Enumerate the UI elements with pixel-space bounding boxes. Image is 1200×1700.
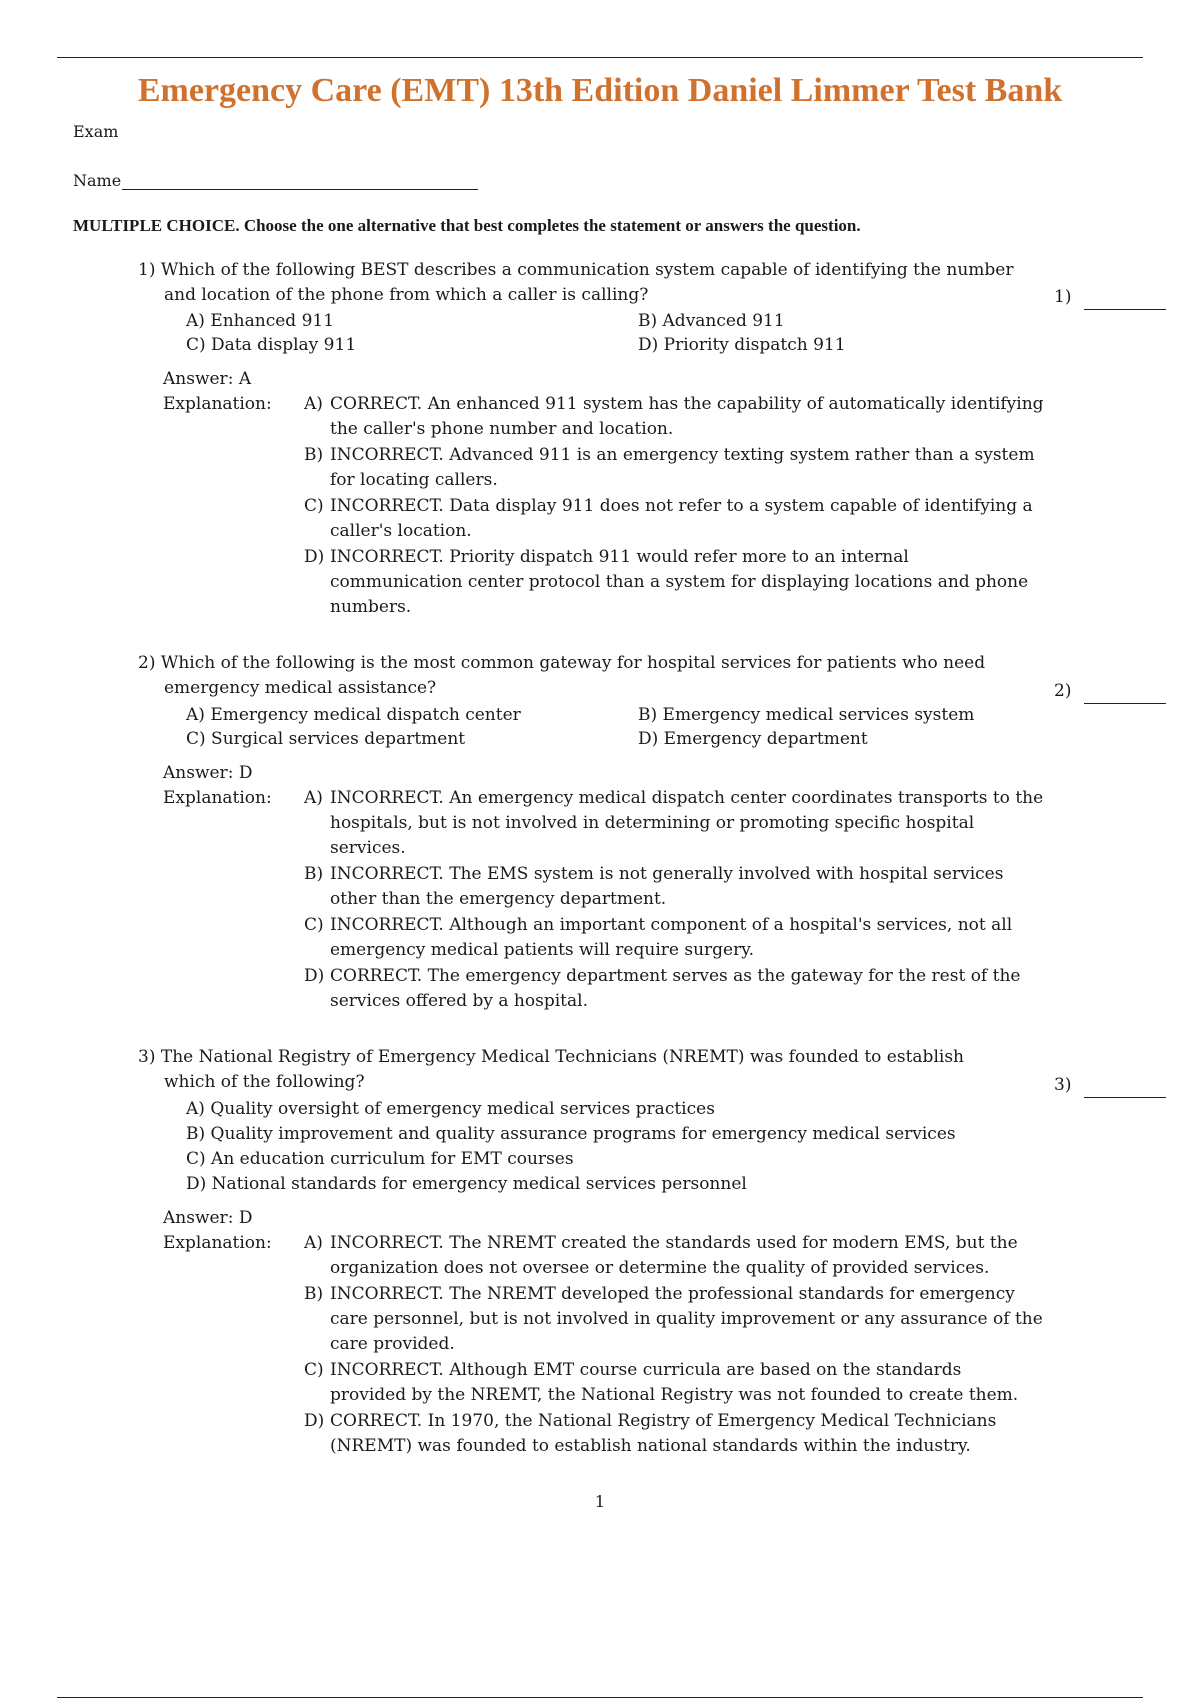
explanation-label: Explanation:	[163, 788, 272, 808]
instructions: MULTIPLE CHOICE. Choose the one alternative that best completes the statement or answers the question.	[73, 216, 861, 235]
choice-b: B) Advanced 911	[638, 311, 785, 331]
answer-number: 3)	[1054, 1075, 1072, 1095]
explanation-b: B) INCORRECT. The NREMT developed the professional standards for emergency care personnel, but is not involved in quality improvement or any assurance of the care provided.	[304, 1284, 1043, 1354]
name-field	[73, 171, 478, 190]
explanation-a: A) INCORRECT. The NREMT created the standards used for modern EMS, but the organization does not oversee or determine the quality of provided services.	[304, 1233, 1018, 1278]
explanation-c: C) INCORRECT. Although an important component of a hospital's services, not all emergency medical patients will require surgery.	[304, 915, 1013, 960]
answer-blank	[1084, 308, 1166, 310]
question-stem: 1) Which of the following BEST describes a communication system capable of identifying the number and location of the phone from which a caller is calling?	[138, 260, 1014, 305]
bottom-rule	[57, 1697, 1143, 1698]
answer-blank	[1084, 702, 1166, 704]
answer: Answer: D	[163, 1208, 253, 1228]
answer: Answer: D	[163, 763, 253, 783]
answer-number: 1)	[1054, 287, 1072, 307]
choice-b: B) Quality improvement and quality assurance programs for emergency medical services	[186, 1124, 956, 1144]
choice-c: C) An education curriculum for EMT courses	[186, 1149, 574, 1169]
explanation-d: D) CORRECT. In 1970, the National Registry of Emergency Medical Technicians (NREMT) was founded to establish national standards within the industry.	[304, 1411, 997, 1456]
explanation-label: Explanation:	[163, 1233, 272, 1253]
choice-a: A) Emergency medical dispatch center	[186, 705, 521, 725]
name-label: Name	[73, 171, 122, 190]
choice-c: C) Data display 911	[186, 335, 357, 355]
page-number: 1	[594, 1492, 606, 1511]
choice-c: C) Surgical services department	[186, 729, 466, 749]
top-rule	[57, 57, 1143, 58]
explanation-c: C) INCORRECT. Although EMT course curricula are based on the standards provided by the NREMT, the National Registry was not founded to create them.	[304, 1360, 1019, 1405]
explanation-b: B) INCORRECT. Advanced 911 is an emergency texting system rather than a system for locating callers.	[304, 445, 1035, 490]
answer-blank	[1084, 1096, 1166, 1098]
explanation-a: A) CORRECT. An enhanced 911 system has the capability of automatically identifying the caller's phone number and location.	[304, 394, 1044, 439]
explanation-label: Explanation:	[163, 394, 272, 414]
choice-a: A) Enhanced 911	[186, 311, 335, 331]
choice-d: D) National standards for emergency medical services personnel	[186, 1174, 747, 1194]
choice-d: D) Emergency department	[638, 729, 868, 749]
question-stem: 3) The National Registry of Emergency Medical Technicians (NREMT) was founded to establish which of the following?	[138, 1047, 964, 1092]
name-blank	[122, 171, 478, 190]
explanation-b: B) INCORRECT. The EMS system is not generally involved with hospital services other than the emergency department.	[304, 864, 1004, 909]
choice-d: D) Priority dispatch 911	[638, 335, 846, 355]
question-stem: 2) Which of the following is the most common gateway for hospital services for patients who need emergency medical assistance?	[138, 653, 986, 698]
document-title: Emergency Care (EMT) 13th Edition Daniel Limmer Test Bank	[137, 72, 1063, 109]
exam-label: Exam	[73, 122, 119, 141]
answer: Answer: A	[163, 369, 252, 389]
explanation-c: C) INCORRECT. Data display 911 does not refer to a system capable of identifying a caller's location.	[304, 496, 1033, 541]
explanation-d: D) CORRECT. The emergency department serves as the gateway for the rest of the services offered by a hospital.	[304, 966, 1021, 1011]
answer-number: 2)	[1054, 681, 1072, 701]
explanation-a: A) INCORRECT. An emergency medical dispatch center coordinates transports to the hospitals, but is not involved in determining or promoting specific hospital services.	[304, 788, 1044, 858]
choice-a: A) Quality oversight of emergency medical services practices	[186, 1099, 715, 1119]
explanation-d: D) INCORRECT. Priority dispatch 911 would refer more to an internal communication center protocol than a system for displaying locations and phone numbers.	[304, 547, 1029, 617]
choice-b: B) Emergency medical services system	[638, 705, 975, 725]
